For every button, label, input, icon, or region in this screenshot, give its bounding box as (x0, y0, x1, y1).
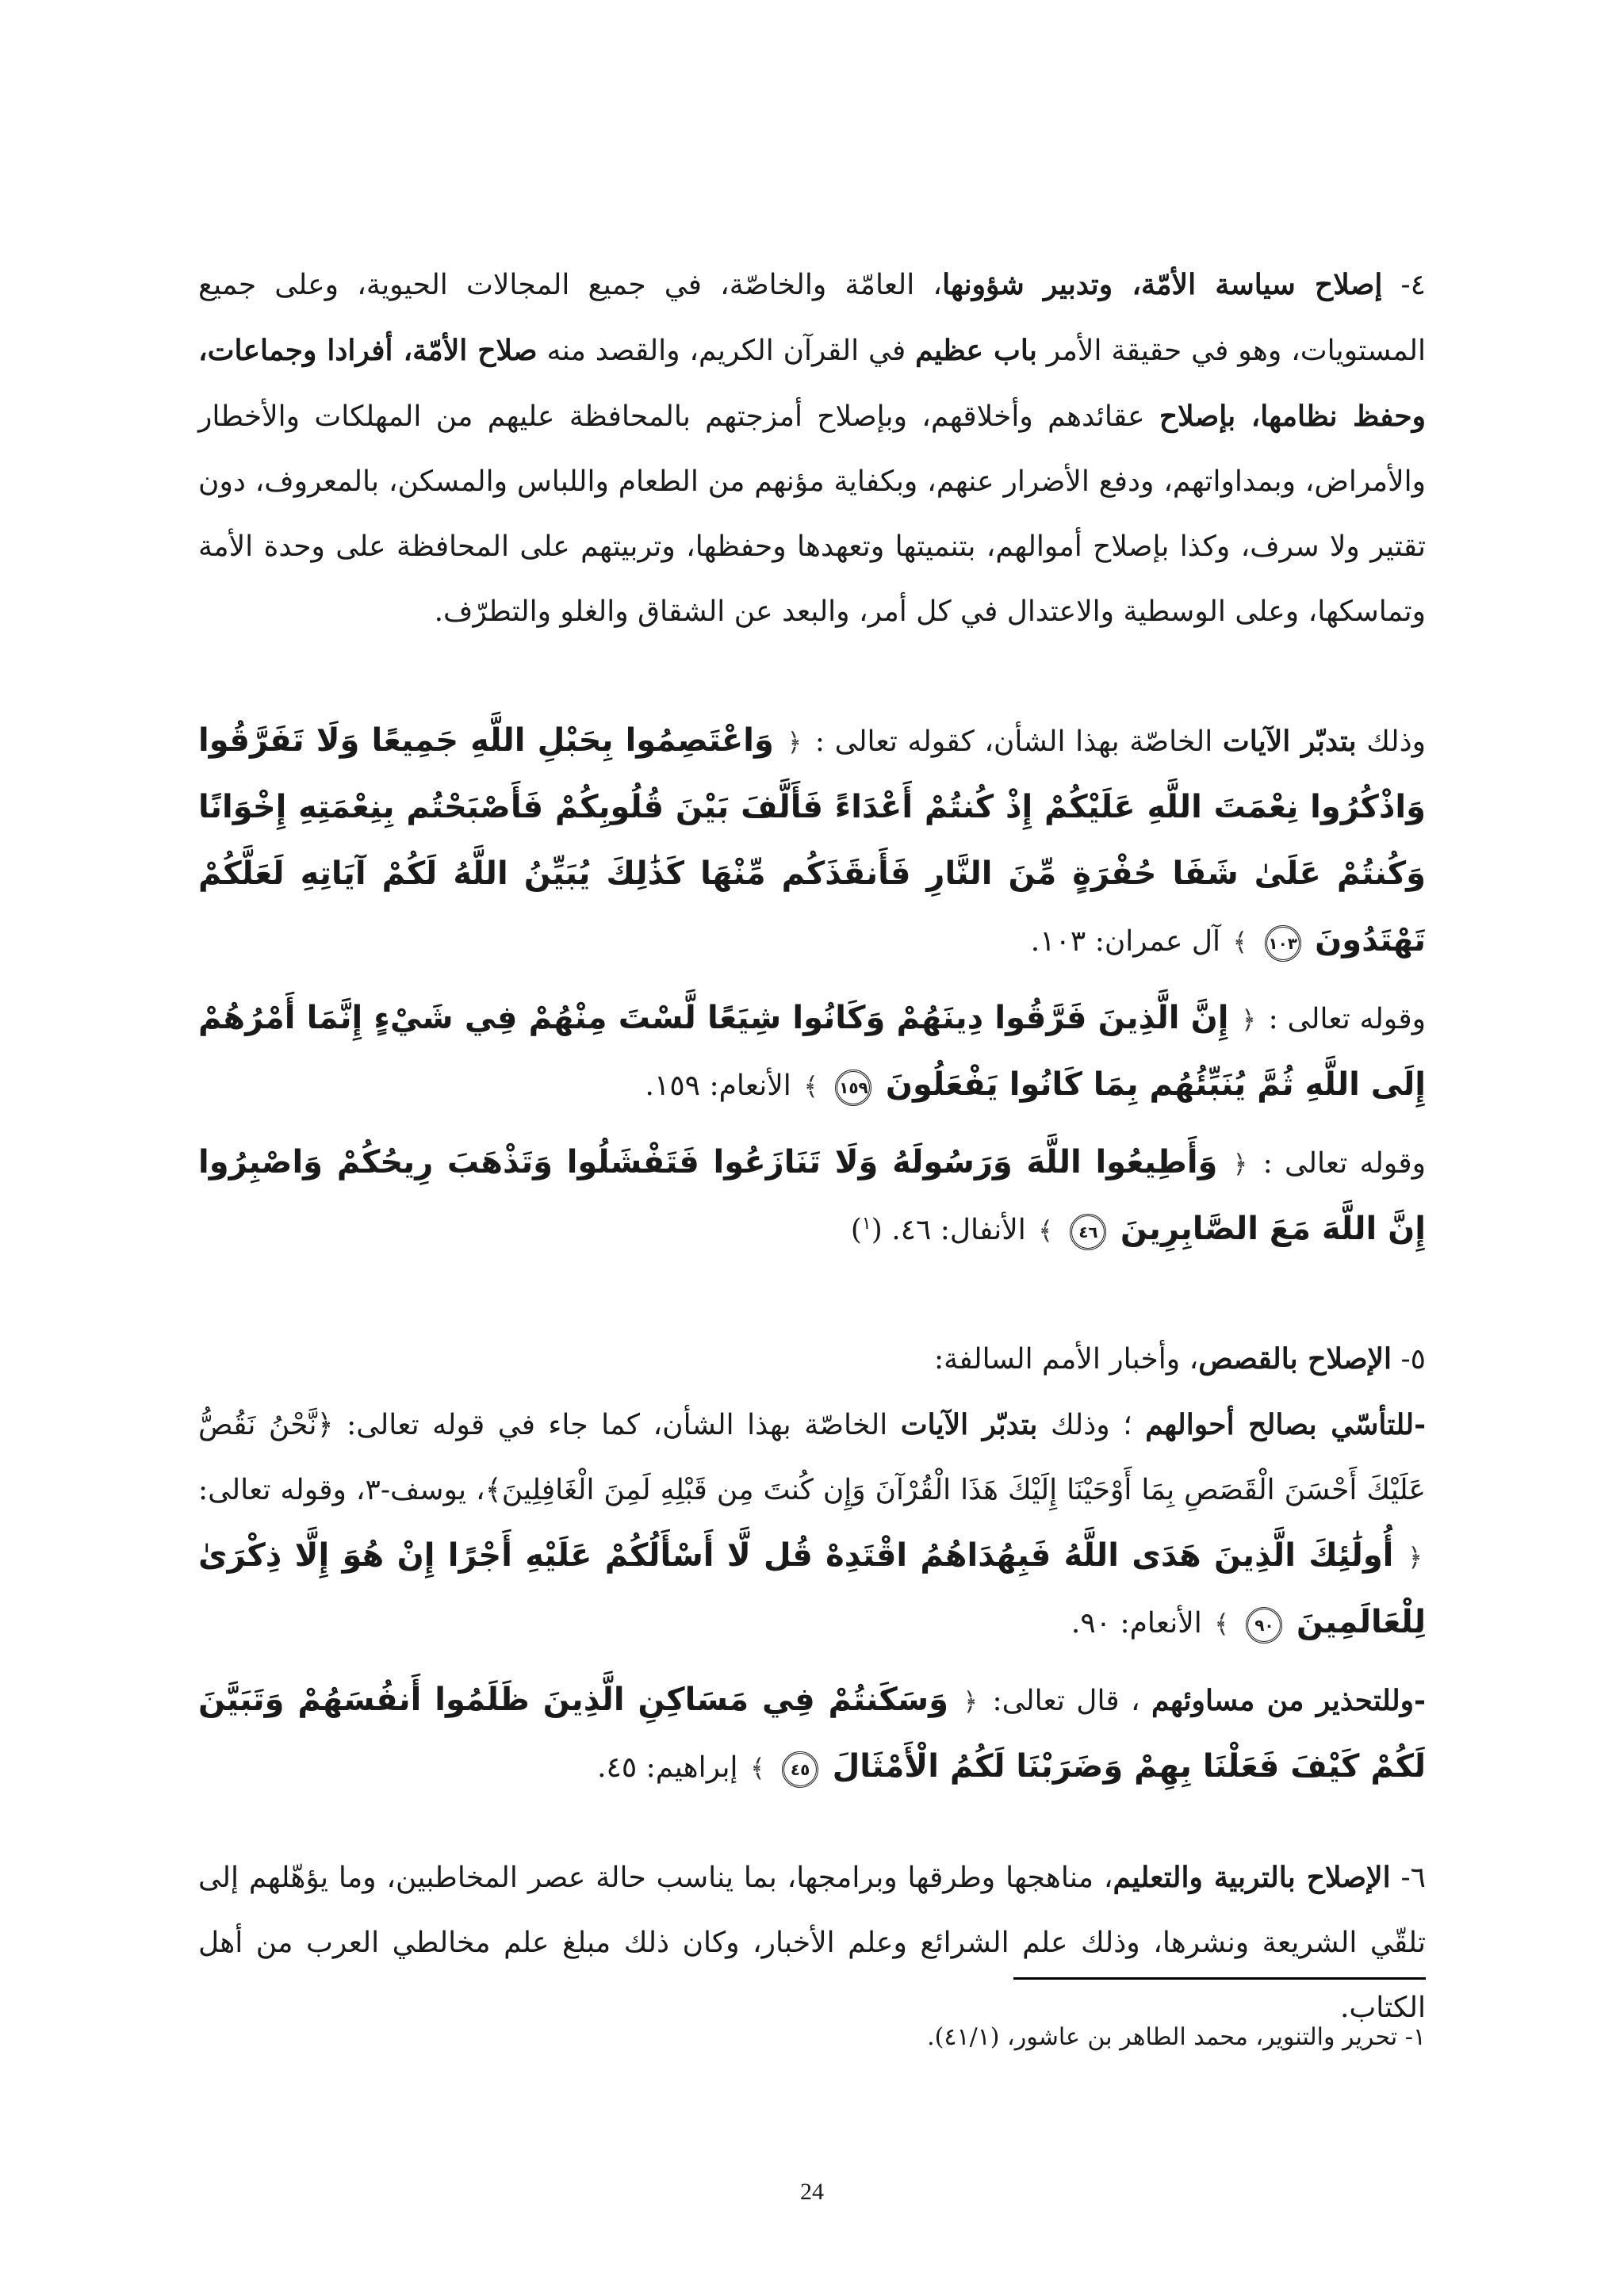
ornate-bracket-close-icon: ﴾ (1038, 1215, 1053, 1246)
ornate-bracket-close-icon: ﴾ (1214, 1609, 1229, 1639)
section-5-paragraph-tasi: -للتأسّي بصالح أحوالهم ؛ وذلك بتدبّر الآيات الخاصّة بهذا الشأن، كما جاء في قوله تعالى: ﴿نَّحْنُ نَقُصُّ عَلَيْكَ أَحْسَنَ الْقَصَصِ بِمَا أَوْحَيْنَا إِلَيْكَ هَذَا الْقُرْآنَ وَإِن كُنتَ مِن قَبْلِهِ لَمِنَ الْغَافِلِينَ﴾، يوسف-٣، وقوله تعالى: ﴿ أُولَٰئِكَ الَّذِينَ هَدَى اللَّهُ فَبِهُدَاهُمُ اقْتَدِهْ قُل لَّا أَسْأَلُكُمْ عَلَيْهِ أَجْرًا إِنْ هُوَ إِلَّا ذِكْرَىٰ لِلْعَالَمِينَ ٩٠ ﴾ الأنعام: ٩٠. (198, 1392, 1426, 1656)
ornate-bracket-close-icon: ﴾ (1232, 927, 1248, 957)
page-number: 24 (800, 2179, 824, 2205)
ornate-bracket-open-icon: ﴿ (1241, 1004, 1256, 1035)
page-content (198, 252, 1426, 2041)
footnote-marker[interactable]: ١ (861, 1214, 871, 1234)
verse-reference: الأنعام: ١٥٩. (645, 1070, 801, 1102)
section-5-heading: ٥- الإصلاح بالقصص، وأخبار الأمم السالفة: (933, 1342, 1426, 1376)
verse-paragraph-anfal: وقوله تعالى : ﴿ وَأَطِيعُوا اللَّهَ وَرَسُولَهُ وَلَا تَنَازَعُوا فَتَفْشَلُوا وَتَذْهَبَ رِيحُكُمْ وَاصْبِرُوا إِنَّ اللَّهَ مَعَ الصَّابِرِينَ ٤٦ ﴾ الأنفال: ٤٦. ($^١$) (198, 1130, 1426, 1263)
quran-verse: أُولَٰئِكَ الَّذِينَ هَدَى اللَّهُ فَبِهُدَاهُمُ اقْتَدِهْ قُل لَّا أَسْأَلُكُمْ عَلَيْهِ أَجْرًا إِنْ هُوَ إِلَّا ذِكْرَىٰ لِلْعَالَمِينَ (198, 1537, 1426, 1640)
footnote: ١- تحرير والتنوير، محمد الطاهر بن عاشور، (٤١/١). (927, 2023, 1426, 2051)
section-4-heading: إصلاح سياسة الأمّة، وتدبير شؤونها (942, 268, 1383, 301)
section-6-paragraph: ٦- الإصلاح بالتربية والتعليم، مناهجها وطرقها وبرامجها، بما يناسب حالة عصر المخاطبين، وما يؤهّلهم إلى تلقّي الشريعة ونشرها، وذلك علم الشرائع وعلم الأخبار، وكان ذلك مبلغ علم مخالطي العرب من أهل الكتاب. (198, 1861, 1427, 2024)
ayah-number-marker: ٤٦ (1070, 1214, 1106, 1250)
ayah-number-marker: ١٥٩ (835, 1070, 871, 1106)
ornate-bracket-open-icon: ﴿ (1408, 1542, 1423, 1572)
quran-verse: وَسَكَنتُمْ فِي مَسَاكِنِ الَّذِينَ ظَلَمُوا أَنفُسَهُمْ وَتَبَيَّنَ لَكُمْ كَيْفَ فَعَلْنَا بِهِمْ وَضَرَبْنَا لَكُمُ الْأَمْثَالَ (198, 1682, 1426, 1785)
verse-paragraph-al-imran: وذلك بتدبّر الآيات الخاصّة بهذا الشأن، كقوله تعالى : ﴿ وَاعْتَصِمُوا بِحَبْلِ اللَّهِ جَمِيعًا وَلَا تَفَرَّقُوا وَاذْكُرُوا نِعْمَتَ اللَّهِ عَلَيْكُمْ إِذْ كُنتُمْ أَعْدَاءً فَأَلَّفَ بَيْنَ قُلُوبِكُمْ فَأَصْبَحْتُم بِنِعْمَتِهِ إِخْوَانًا وَكُنتُمْ عَلَىٰ شَفَا حُفْرَةٍ مِّنَ النَّارِ فَأَنقَذَكُم مِّنْهَا كَذَٰلِكَ يُبَيِّنُ اللَّهُ لَكُمْ آيَاتِهِ لَعَلَّكُمْ تَهْتَدُونَ ١٠٣ ﴾ آل عمران: ١٠٣. (198, 708, 1426, 974)
ayah-number-marker: ١٠٣ (1265, 925, 1301, 962)
verse-reference: الأنعام: ٩٠. (1071, 1607, 1212, 1640)
section-6-heading: الإصلاح بالتربية والتعليم (1113, 1861, 1391, 1894)
verse-reference: آل عمران: ١٠٣. (1030, 925, 1230, 958)
section-4-paragraph: ٤- إصلاح سياسة الأمّة، وتدبير شؤونها، العامّة والخاصّة، في جميع المجالات الحيوية، وعلى جميع المستويات، وهو في حقيقة الأمر باب عظيم في القرآن الكريم، والقصد منه صلاح الأمّة، أفرادا وجماعات، وحفظ نظامها، بإصلاح عقائدهم وأخلاقهم، وبإصلاح أمزجتهم بالمحافظة عليهم من المهلكات والأخطار والأمراض، وبمداواتهم، ودفع الأضرار عنهم، وبكفاية مؤنهم من الطعام واللباس والمسكن، بالمعروف، دون تقتير ولا سرف، وكذا بإصلاح أموالهم، بتنميتها وتعهدها وحفظها، وتربيتهم على المحافظة على وحدة الأمة وتماسكها، وعلى الوسطية والاعتدال في كل أمر، والبعد عن الشقاق والغلو والتطرّف. (198, 268, 1426, 628)
section-5-paragraph-tahdhir: -وللتحذير من مساوئهم ، قال تعالى: ﴿ وَسَكَنتُمْ فِي مَسَاكِنِ الَّذِينَ ظَلَمُوا أَنفُسَهُمْ وَتَبَيَّنَ لَكُمْ كَيْفَ فَعَلْنَا بِهِمْ وَضَرَبْنَا لَكُمُ الْأَمْثَالَ ٤٥ ﴾ إبراهيم: ٤٥. (198, 1667, 1426, 1800)
footnote-divider (1013, 1977, 1426, 1980)
quran-verse: إِنَّ الَّذِينَ فَرَّقُوا دِينَهُمْ وَكَانُوا شِيَعًا لَّسْتَ مِنْهُمْ فِي شَيْءٍ إِنَّمَا أَمْرُهُمْ إِلَى اللَّهِ ثُمَّ يُنَبِّئُهُم بِمَا كَانُوا يَفْعَلُونَ (198, 1000, 1426, 1103)
ayah-number-marker: ٩٠ (1246, 1607, 1282, 1644)
ornate-bracket-open-icon: ﴿ (963, 1686, 979, 1716)
quran-verse: وَاعْتَصِمُوا بِحَبْلِ اللَّهِ جَمِيعًا وَلَا تَفَرَّقُوا وَاذْكُرُوا نِعْمَتَ اللَّهِ عَلَيْكُمْ إِذْ كُنتُمْ أَعْدَاءً فَأَلَّفَ بَيْنَ قُلُوبِكُمْ فَأَصْبَحْتُم بِنِعْمَتِهِ إِخْوَانًا وَكُنتُمْ عَلَىٰ شَفَا حُفْرَةٍ مِّنَ النَّارِ فَأَنقَذَكُم مِّنْهَا كَذَٰلِكَ يُبَيِّنُ اللَّهُ لَكُمْ آيَاتِهِ لَعَلَّكُمْ تَهْتَدُونَ (198, 722, 1426, 959)
ornate-bracket-close-icon: ﴾ (749, 1753, 765, 1783)
verse-reference: إبراهيم: ٤٥. (597, 1751, 747, 1784)
quran-verse: وَأَطِيعُوا اللَّهَ وَرَسُولَهُ وَلَا تَنَازَعُوا فَتَفْشَلُوا وَتَذْهَبَ رِيحُكُمْ وَاصْبِرُوا إِنَّ اللَّهَ مَعَ الصَّابِرِينَ (198, 1144, 1426, 1247)
ornate-bracket-close-icon: ﴾ (803, 1071, 818, 1101)
verse-paragraph-anam: وقوله تعالى : ﴿ إِنَّ الَّذِينَ فَرَّقُوا دِينَهُمْ وَكَانُوا شِيَعًا لَّسْتَ مِنْهُمْ فِي شَيْءٍ إِنَّمَا أَمْرُهُمْ إِلَى اللَّهِ ثُمَّ يُنَبِّئُهُم بِمَا كَانُوا يَفْعَلُونَ ١٥٩ ﴾ الأنعام: ١٥٩. (198, 985, 1426, 1119)
ornate-bracket-open-icon: ﴿ (1232, 1149, 1248, 1179)
ayah-number-marker: ٤٥ (782, 1751, 818, 1788)
verse-reference: الأنفال: ٤٦. ( (871, 1214, 1036, 1246)
ornate-bracket-open-icon: ﴿ (787, 727, 802, 757)
